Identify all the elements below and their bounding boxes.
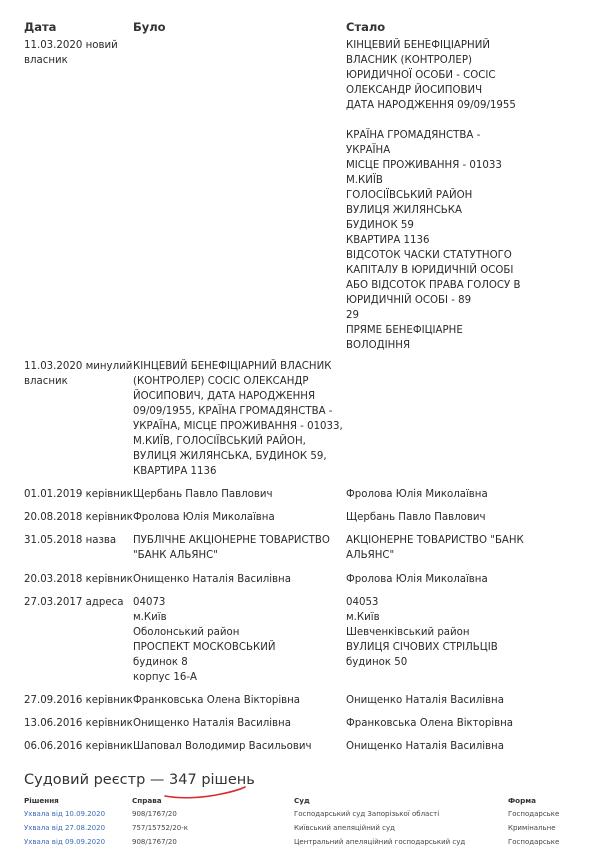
proceeding-form: Кримінальне: [508, 824, 556, 832]
col-case: Справа: [132, 796, 162, 805]
new-value-line: ЮРИДИЧНІЙ ОСОБІ - 89: [346, 295, 472, 306]
previous-value-line: будинок 8: [133, 657, 188, 668]
change-date-type: [24, 716, 136, 731]
previous-value-line: УКРАЇНА, МІСЦЕ ПРОЖИВАННЯ - 01033,: [133, 421, 343, 432]
case-number: 908/1767/20: [132, 838, 177, 846]
previous-value-line: Оболонський район: [133, 627, 240, 638]
new-value-line: БУДИНОК 59: [346, 220, 414, 231]
new-value: [346, 693, 526, 708]
case-number: 757/15752/20-к: [132, 824, 189, 832]
previous-value-line: ВУЛИЦЯ ЖИЛЯНСЬКА, БУДИНОК 59,: [133, 451, 327, 462]
new-value-line: ВУЛИЦЯ СІЧОВИХ СТРІЛЬЦІВ: [346, 642, 498, 653]
new-value-line: КРАЇНА ГРОМАДЯНСТВА -: [346, 130, 481, 141]
new-value: [346, 716, 526, 731]
previous-value: [133, 533, 341, 563]
change-date-type: [24, 572, 136, 587]
court-registry-title: [24, 772, 255, 788]
header-was: Було: [133, 20, 166, 34]
previous-value-line: КІНЦЕВИЙ БЕНЕФІЦІАРНИЙ ВЛАСНИК: [133, 361, 332, 372]
previous-value: [133, 510, 341, 525]
new-value-line: УКРАЇНА: [346, 145, 391, 156]
new-value-line: ВУЛИЦЯ ЖИЛЯНСЬКА: [346, 205, 463, 216]
change-date-type-line: 27.03.2017 адреса: [24, 597, 124, 608]
previous-value-line: ПРОСПЕКТ МОСКОВСЬКИЙ: [133, 642, 276, 653]
previous-value-line: 04073: [133, 597, 166, 608]
new-value-line: ОЛЕКСАНДР ЙОСИПОВИЧ: [346, 85, 483, 96]
previous-value-line: КВАРТИРА 1136: [133, 466, 217, 477]
proceeding-form: Господарське: [508, 838, 560, 846]
previous-value-line: "БАНК АЛЬЯНС": [133, 550, 218, 561]
change-date-type: [24, 510, 136, 525]
new-value-line: ВЛАСНИК (КОНТРОЛЕР): [346, 55, 472, 66]
change-date-type: [24, 595, 136, 610]
court-decisions-count[interactable]: [169, 772, 255, 788]
previous-value-line: М.КИЇВ, ГОЛОСІЇВСЬКИЙ РАЙОН,: [133, 436, 306, 447]
court-name: Київський апеляційний суд: [294, 824, 395, 832]
change-date-type-line: 11.03.2020 минулий: [24, 361, 133, 372]
court-table-header: [0, 796, 604, 807]
previous-value-line: ЙОСИПОВИЧ, ДАТА НАРОДЖЕННЯ: [133, 391, 316, 402]
decision-link[interactable]: Ухвала від 27.08.2020: [24, 824, 106, 832]
court-registry-prefix: Судовий реєстр —: [24, 772, 165, 788]
court-table-row: [0, 824, 604, 836]
change-date-type-line: власник: [24, 376, 68, 387]
court-name: Господарський суд Запорізької області: [294, 810, 440, 818]
new-value: [346, 595, 526, 670]
court-table-row: [0, 838, 604, 850]
previous-value: [133, 693, 341, 708]
header-now: Стало: [346, 20, 386, 34]
col-decision: Рішення: [24, 796, 59, 805]
new-value-line: Фролова Юлія Миколаївна: [346, 574, 488, 585]
change-date-type: [24, 533, 136, 548]
new-value-line: ВОЛОДІННЯ: [346, 340, 411, 351]
change-date-type-line: 01.01.2019 керівник: [24, 489, 133, 500]
new-value-line: ЮРИДИЧНОЇ ОСОБИ - СОСІС: [346, 70, 496, 81]
decision-link[interactable]: Ухвала від 09.09.2020: [24, 838, 106, 846]
new-value-line: Шевченківський район: [346, 627, 470, 638]
change-date-type: [24, 739, 136, 754]
previous-value-line: Онищенко Наталія Василівна: [133, 718, 291, 729]
new-value-line: М.КИЇВ: [346, 175, 383, 186]
new-value: [346, 533, 526, 563]
new-value-line: КВАРТИРА 1136: [346, 235, 430, 246]
new-value: [346, 739, 526, 754]
previous-value-line: корпус 16-А: [133, 672, 197, 683]
new-value-line: будинок 50: [346, 657, 408, 668]
proceeding-form: Господарське: [508, 810, 560, 818]
change-date-type-line: 27.09.2016 керівник: [24, 695, 133, 706]
change-date-type-line: 31.05.2018 назва: [24, 535, 117, 546]
change-date-type-line: 13.06.2016 керівник: [24, 718, 133, 729]
new-value-line: ПРЯМЕ БЕНЕФІЦІАРНЕ: [346, 325, 463, 336]
col-court: Суд: [294, 796, 310, 805]
change-date-type-line: 06.06.2016 керівник: [24, 741, 133, 752]
new-value-line: КІНЦЕВИЙ БЕНЕФІЦІАРНИЙ: [346, 40, 490, 51]
decision-link[interactable]: Ухвала від 10.09.2020: [24, 810, 106, 818]
new-value-line: 04053: [346, 597, 379, 608]
previous-value-line: Фролова Юлія Миколаївна: [133, 512, 275, 523]
change-date-type: [24, 487, 136, 502]
previous-value-line: (КОНТРОЛЕР) СОСІС ОЛЕКСАНДР: [133, 376, 309, 387]
new-value-line: Онищенко Наталія Василівна: [346, 741, 504, 752]
new-value: [346, 572, 526, 587]
change-date-type: [24, 693, 136, 708]
new-value-line: КАПІТАЛУ В ЮРИДИЧНІЙ ОСОБІ: [346, 265, 514, 276]
new-value-line: ГОЛОСІЇВСЬКИЙ РАЙОН: [346, 190, 473, 201]
new-value-line: Фролова Юлія Миколаївна: [346, 489, 488, 500]
previous-value: [133, 716, 341, 731]
new-value: [346, 487, 526, 502]
change-date-type-line: 11.03.2020 новий: [24, 40, 118, 51]
new-value-line: Щербань Павло Павлович: [346, 512, 486, 523]
previous-value: [133, 359, 341, 479]
new-value: [346, 510, 526, 525]
previous-value-line: Онищенко Наталія Василівна: [133, 574, 291, 585]
previous-value-line: Щербань Павло Павлович: [133, 489, 273, 500]
court-decisions-count-text: 347 рішень: [169, 772, 255, 788]
new-value-line: Онищенко Наталія Василівна: [346, 695, 504, 706]
change-date-type-line: 20.03.2018 керівник: [24, 574, 133, 585]
new-value-line: 29: [346, 310, 359, 321]
header-date: Дата: [24, 20, 57, 34]
new-value-line: МІСЦЕ ПРОЖИВАННЯ - 01033: [346, 160, 502, 171]
new-value-line: [346, 113, 526, 128]
previous-value-line: Франковська Олена Вікторівна: [133, 695, 301, 706]
previous-value: [133, 595, 341, 685]
previous-value-line: м.Київ: [133, 612, 167, 623]
change-date-type-line: власник: [24, 55, 68, 66]
case-number: 908/1767/20: [132, 810, 177, 818]
change-date-type: [24, 359, 136, 389]
previous-value: [133, 487, 341, 502]
new-value-line: АКЦІОНЕРНЕ ТОВАРИСТВО "БАНК: [346, 535, 524, 546]
previous-value-line: 09/09/1955, КРАЇНА ГРОМАДЯНСТВА -: [133, 406, 333, 417]
change-date-type-line: 20.08.2018 керівник: [24, 512, 133, 523]
court-table-row: [0, 810, 604, 822]
new-value: [346, 38, 526, 353]
new-value-line: ДАТА НАРОДЖЕННЯ 09/09/1955: [346, 100, 516, 111]
change-date-type: [24, 38, 136, 68]
previous-value: [133, 572, 341, 587]
court-name: Центральний апеляційний господарський суд: [294, 838, 466, 846]
new-value-line: м.Київ: [346, 612, 380, 623]
new-value-line: АЛЬЯНС": [346, 550, 395, 561]
new-value-line: Франковська Олена Вікторівна: [346, 718, 514, 729]
new-value-line: АБО ВІДСОТОК ПРАВА ГОЛОСУ В: [346, 280, 521, 291]
previous-value-line: ПУБЛІЧНЕ АКЦІОНЕРНЕ ТОВАРИСТВО: [133, 535, 330, 546]
col-form: Форма: [508, 796, 536, 805]
previous-value-line: Шаповал Володимир Васильович: [133, 741, 312, 752]
history-header: [0, 20, 604, 36]
previous-value: [133, 739, 341, 754]
new-value-line: ВІДСОТОК ЧАСКИ СТАТУТНОГО: [346, 250, 512, 261]
